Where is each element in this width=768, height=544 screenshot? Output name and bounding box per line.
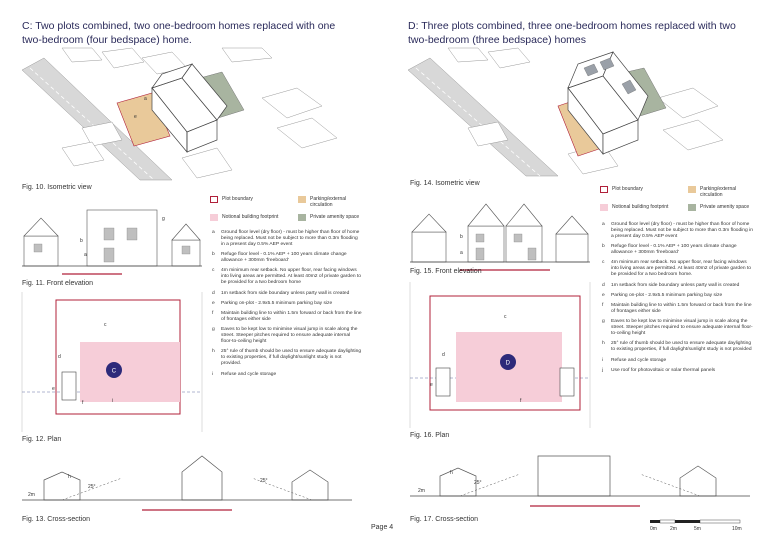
page-number: Page 4	[371, 524, 394, 531]
left-section-angle-left: 25°	[88, 484, 96, 490]
right-legend-amenity-label: Private amenity space	[700, 204, 750, 210]
left-legend-amenity-label: Private amenity space	[310, 214, 360, 220]
right-legend-footprint-label: Notional building footprint	[612, 204, 669, 210]
left-note-g: g Eaves to be kept low to minimise visual jump in scale along the street. Steeper pitches required to ensure adequate internal floor-to-ceiling height	[212, 327, 358, 345]
left-title-line1: C: Two plots combined, two one-bedroom homes replaced with one	[22, 20, 336, 32]
right-cross-section	[410, 446, 750, 510]
right-isometric-view	[408, 48, 738, 176]
right-note-f: f Maintain building line to within 1.5m forward or back from the line of frontages either side	[602, 302, 752, 314]
left-note-e: e Parking on-plot - 2.9x5.5 minimum parking bay size	[212, 300, 333, 306]
left-title	[22, 19, 362, 47]
left-legend-footprint-label: Notional building footprint	[222, 214, 279, 220]
left-note-d: d 1m setback from side boundary unless party wall is created	[212, 290, 350, 296]
left-section-dim-h: h	[68, 474, 71, 480]
parking-swatch-icon	[688, 186, 696, 193]
right-legend-amenity	[688, 204, 750, 211]
footprint-swatch-icon	[210, 214, 218, 221]
left-fig-iso-caption: Fig. 10. Isometric view	[22, 184, 92, 191]
right-note-b: b Refuge floor level - 0.1% AEP + 100 years climate change allowance + 300mm 'freeboard'	[602, 244, 737, 256]
right-legend-plot-boundary-label: Plot boundary	[612, 186, 643, 192]
left-plan-dim-d: d	[58, 354, 61, 360]
left-legend-parking	[298, 196, 360, 208]
scale-label-10: 10m	[732, 526, 742, 532]
plot-boundary-swatch-icon	[600, 186, 608, 193]
right-plan-dim-e: e	[430, 382, 433, 388]
right-plan-car-left	[436, 368, 450, 396]
left-isometric-view	[22, 48, 352, 180]
left-iso-dim-a: a	[144, 96, 147, 102]
right-note-d: d 1m setback from side boundary unless party wall is created	[602, 282, 740, 288]
right-note-c: c 4m minimum rear setback. No upper floor, rear facing windows into living areas are permitted. At least 40m2 of private garden to be provided for a two bedroom home.	[602, 260, 752, 278]
left-plan-dim-f: f	[82, 400, 84, 406]
left-legend-plot-boundary	[210, 196, 280, 208]
right-title	[408, 19, 758, 47]
parking-swatch-icon	[298, 196, 306, 203]
right-front-dim-a: a	[460, 250, 463, 256]
left-plan-footprint	[80, 342, 180, 402]
left-note-f: f Maintain building line to within 1.5m forward or back from the line of frontages either side	[212, 310, 362, 322]
left-legend	[210, 196, 360, 221]
left-fig-front-caption: Fig. 11. Front elevation	[22, 280, 94, 287]
amenity-swatch-icon	[688, 204, 696, 211]
right-section-dim-h: h	[450, 470, 453, 476]
scale-label-5: 5m	[694, 526, 701, 532]
right-fig-section-caption: Fig. 17. Cross-section	[410, 516, 479, 523]
left-front-dim-b: b	[80, 238, 83, 244]
right-note-a: a Ground floor level (dry floor) - must be higher than floor of home being replaced. Must not be subject to more than 0.3m flooding in a present day 0.5% AEP event	[602, 222, 753, 239]
right-note-g: g Eaves to be kept low to minimise visual jump in scale along the street. Steeper pitches required to ensure adequate internal floor-to-ceiling height	[602, 319, 753, 337]
left-title-line2: two-bedroom (four bedspace) home.	[22, 34, 192, 46]
left-section-angle-right: 25°	[260, 478, 268, 484]
left-plan-dim-i: i	[112, 398, 114, 404]
left-front-dim-g: g	[162, 216, 165, 222]
right-legend	[600, 186, 750, 211]
right-front-dim-b: b	[460, 234, 463, 240]
right-note-e: e Parking on-plot - 2.9x5.5 minimum parking bay size	[602, 292, 723, 298]
right-legend-parking	[688, 186, 750, 198]
left-plan-dim-c: c	[104, 322, 107, 328]
left-front-elevation	[22, 200, 202, 282]
left-note-h: h 25° rule of thumb should be used to ensure adequate daylighting to existing properties, if full daylight/sunlight study is not provided.	[212, 349, 362, 367]
right-plan-dim-d: d	[442, 352, 445, 358]
right-title-line2: two-bedroom (three bedspace) homes	[408, 34, 587, 46]
left-iso-dim-e: e	[134, 114, 137, 120]
left-front-dim-a: a	[84, 252, 87, 258]
right-notes	[602, 222, 754, 378]
footprint-swatch-icon	[600, 204, 608, 211]
left-section-2m: 2m	[28, 492, 35, 498]
left-note-c: c 4m minimum rear setback. No upper floor, rear facing windows into living areas are permitted. At least 40m2 of private garden to be provided for a two bedroom home	[212, 268, 362, 286]
left-legend-footprint	[210, 214, 280, 221]
right-title-line1: D: Three plots combined, three one-bedroom homes replaced with two	[408, 20, 736, 32]
right-plan-badge-label: D	[505, 360, 510, 367]
right-fig-front-caption: Fig. 15. Front elevation	[410, 268, 482, 275]
right-plan	[410, 282, 590, 428]
right-note-j: j Use roof for photovoltaic or solar thermal panels	[602, 367, 716, 373]
amenity-swatch-icon	[298, 214, 306, 221]
left-legend-plot-boundary-label: Plot boundary	[222, 196, 253, 202]
scale-label-2: 2m	[670, 526, 677, 532]
right-legend-plot-boundary	[600, 186, 670, 198]
right-front-elevation	[410, 196, 590, 278]
right-note-h: h 25° rule of thumb should be used to ensure adequate daylighting to existing properties, if full daylight/sunlight study is not provided	[602, 341, 752, 353]
right-plan-dim-c: c	[504, 314, 507, 320]
right-section-2m: 2m	[418, 488, 425, 494]
left-note-b: b Refuge floor level - 0.1% AEP + 100 years climate change allowance + 300mm 'freeboard'	[212, 252, 347, 264]
left-plan	[22, 292, 202, 432]
left-cross-section	[22, 452, 352, 514]
left-legend-amenity	[298, 214, 360, 221]
plot-boundary-swatch-icon	[210, 196, 218, 203]
left-fig-section-caption: Fig. 13. Cross-section	[22, 516, 91, 523]
left-notes	[212, 230, 362, 382]
left-note-a: a Ground floor level (dry floor) - must be higher than floor of home being replaced. Must not be subject to more than 0.3m flooding in a present day 0.5% AEP event	[212, 230, 360, 247]
right-legend-parking-label: Parking/external circulation	[700, 186, 737, 198]
right-plan-dim-f: f	[520, 398, 522, 404]
left-plan-badge-label: C	[111, 368, 117, 375]
left-note-i: i Refuse and cycle storage	[212, 371, 277, 377]
right-section-angle-left: 25°	[474, 480, 482, 486]
right-fig-iso-caption: Fig. 14. Isometric view	[410, 180, 480, 187]
right-legend-footprint	[600, 204, 670, 211]
right-fig-plan-caption: Fig. 16. Plan	[410, 432, 450, 439]
left-plan-car	[62, 372, 76, 400]
left-plan-dim-e: e	[52, 386, 55, 392]
scale-bar	[650, 520, 750, 534]
right-plan-car-right	[560, 368, 574, 396]
scale-label-0: 0m	[650, 526, 657, 532]
left-fig-plan-caption: Fig. 12. Plan	[22, 436, 62, 443]
right-note-i: i Refuse and cycle storage	[602, 357, 667, 363]
left-legend-parking-label: Parking/external circulation	[310, 196, 347, 208]
